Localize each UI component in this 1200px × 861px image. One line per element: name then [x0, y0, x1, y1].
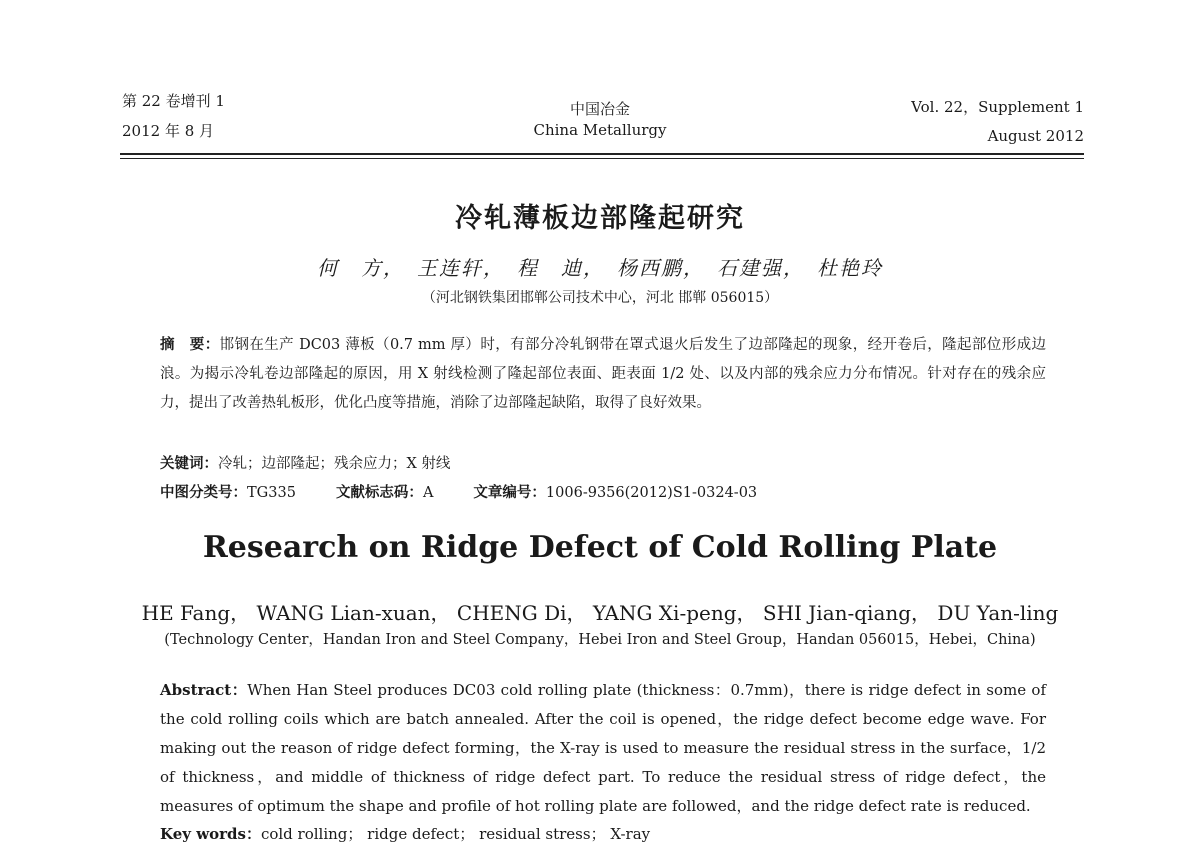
keywords-cn: [160, 452, 450, 473]
journal-name-cn: 中国冶金: [569, 100, 630, 118]
authors-en: HE Fang， WANG Lian-xuan， CHENG Di， YANG Xi-peng， SHI Jian-qiang， DU Yan-ling: [141, 601, 1059, 625]
affiliation-cn: （河北钢铁集团邯郸公司技术中心，河北 邯郸 056015）: [421, 290, 779, 306]
date-en: August 2012: [987, 127, 1084, 145]
abstract-cn: [160, 330, 1046, 418]
keywords-text-cn: 冷轧；边部隆起；残余应力；X 射线: [218, 456, 451, 472]
header-rule-thin: [120, 158, 1084, 159]
keywords-label-cn: 关键词：: [160, 455, 218, 472]
keywords-label-en: Key words：: [160, 825, 261, 843]
classification-line: [160, 481, 757, 502]
keywords-text-en: cold rolling； ridge defect； residual stress； X-ray: [260, 825, 651, 843]
article-number-label: 文章编号：: [473, 484, 546, 501]
abstract-label-cn: 摘 要：: [160, 336, 220, 353]
doc-code-value: A: [422, 485, 434, 501]
title-cn: 冷轧薄板边部隆起研究: [455, 203, 745, 234]
article-number-value: 1006-9356(2012)S1-0324-03: [545, 485, 758, 501]
doc-code-label: 文献标志码：: [335, 484, 423, 501]
abstract-text-en: When Han Steel produces DC03 cold rolling plate (thickness：0.7mm)，there is ridge defect in some of the cold rolling coils which are batch annealed. After the coil is opened，the ridge defect become edge wave. For making out the reason of ridge defect forming，the X-ray is used to measure the residual stress in the surface，1/2 of thickness，and middle of thickness of ridge defect part. To reduce the residual stress of ridge defect，the measures of optimum the shape and profile of hot rolling plate are followed，and the ridge defect rate is reduced.: [160, 681, 1046, 815]
abstract-label-en: Abstract：: [160, 681, 248, 699]
abstract-text-cn: 邯钢在生产 DC03 薄板（0.7 mm 厚）时，有部分冷轧钢带在罩式退火后发生了边部隆起的现象，经开卷后，隆起部位形成边浪。为揭示冷轧卷边部隆起的原因，用 X 射线检测了隆起部位表面、距表面 1/2 处、以及内部的残余应力分布情况。针对存在的残余应力，提出了改善热轧板形，优化凸度等措施，消除了边部隆起缺陷，取得了良好效果。: [160, 337, 1046, 411]
class-label: 中图分类号：: [160, 484, 247, 501]
date-cn: 2012 年 8 月: [122, 122, 215, 140]
journal-name-en: China Metallurgy: [533, 121, 667, 139]
volume-issue-cn: 第 22 卷增刊 1: [122, 92, 225, 110]
class-value: TG335: [247, 485, 296, 501]
keywords-en: [160, 823, 650, 844]
abstract-en: [160, 676, 1046, 821]
authors-cn: 何 方， 王连轩， 程 迪， 杨西鹏， 石建强， 杜艳玲: [317, 256, 883, 280]
title-en: Research on Ridge Defect of Cold Rolling Plate: [202, 530, 998, 565]
affiliation-en: (Technology Center，Handan Iron and Steel Company，Hebei Iron and Steel Group，Handan 056015，Hebei，China): [164, 632, 1036, 648]
header-rule-thick: [120, 153, 1084, 155]
volume-issue-en: Vol. 22，Supplement 1: [911, 98, 1084, 116]
